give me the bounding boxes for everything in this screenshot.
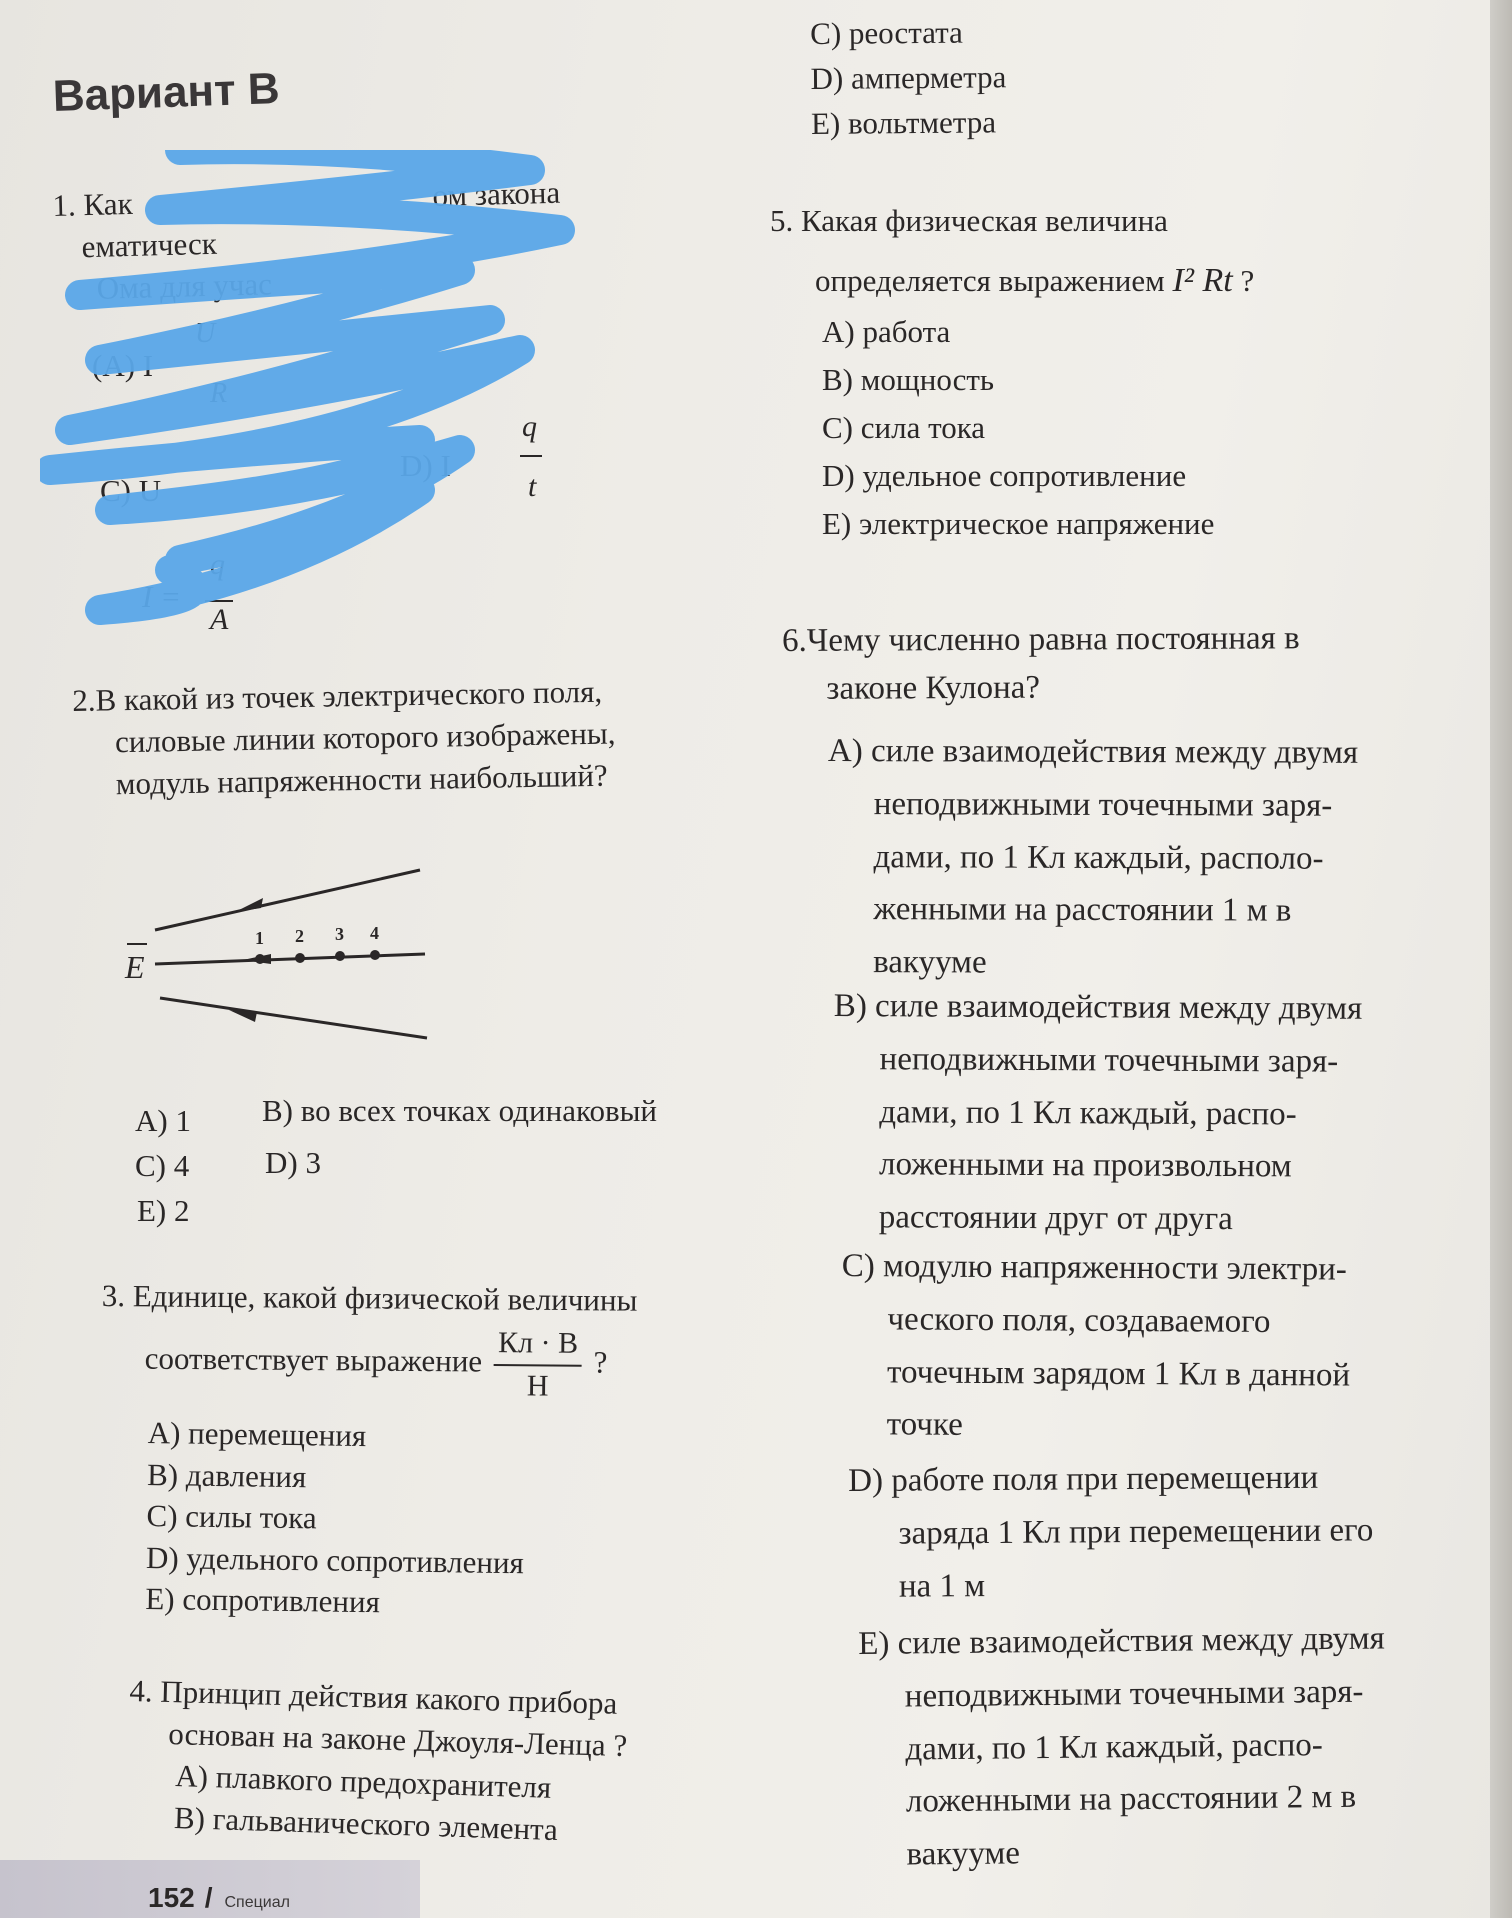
q4-option-c: C) реостата	[810, 14, 963, 51]
question-3	[102, 1275, 638, 1322]
q2-option-e: E) 2	[137, 1193, 190, 1228]
q6-option-a	[827, 725, 1358, 991]
question-6	[782, 615, 1300, 713]
q6-option-c-line-3: точечным зарядом 1 Кл в данной	[886, 1353, 1351, 1394]
point-4-label: 4	[370, 923, 379, 943]
q2-option-c: C) 4	[135, 1148, 190, 1183]
q6-line-1: 6.Чему численно равна постоянная в	[782, 620, 1300, 659]
q6-option-c	[841, 1240, 1351, 1455]
q6-option-b-line-3: дами, по 1 Кл каждый, распо-	[879, 1093, 1297, 1133]
page-edge	[1490, 0, 1512, 1918]
q3-line-1: 3. Единице, какой физической величины	[101, 1277, 638, 1318]
q2-line-3: модуль напряженности наибольший?	[115, 757, 608, 801]
point-3-dot	[335, 951, 345, 961]
q2-line-1: 2.В какой из точек электрического поля,	[72, 673, 603, 718]
field-line-middle	[155, 954, 425, 964]
q4-option-e: E) вольтметра	[810, 104, 997, 141]
q6-option-a-line-4: женными на расстоянии 1 м в	[873, 891, 1292, 930]
q1-frac-t: t	[528, 470, 537, 503]
q6-line-2: законе Кулона?	[826, 669, 1041, 707]
footer	[148, 1882, 290, 1914]
q4-option-d: D) амперметра	[810, 59, 1007, 96]
q6-option-d-line-2: заряда 1 Кл при перемещении его	[898, 1512, 1374, 1552]
q4-line-2: основан на законе Джоуля-Ленца ?	[167, 1715, 628, 1763]
question-4	[128, 1670, 629, 1767]
q3-option-e: E) сопротивления	[145, 1581, 381, 1620]
q6-option-b-line-4: ложенными на произвольном	[878, 1146, 1292, 1185]
q2-line-2: силовые линии которого изображены,	[114, 715, 616, 760]
q1-option-a-label: (A) I	[92, 348, 154, 383]
q6-option-d-line-1: D) работе поля при перемещении	[848, 1459, 1319, 1499]
q6-option-a-line-2: неподвижными точечными заря-	[873, 785, 1333, 824]
q6-option-b-line-1: B) силе взаимодействия между двумя	[833, 987, 1363, 1027]
q4-options-left	[173, 1755, 559, 1850]
q4-line-1: 4. Принцип действия какого прибора	[129, 1672, 618, 1721]
question-2	[72, 671, 617, 806]
q1-frac-a: A	[210, 603, 229, 636]
q2-option-a: A) 1	[135, 1103, 191, 1138]
q3-line-2: соответствует выражение	[144, 1340, 483, 1379]
q1-line-2: ематическ	[81, 225, 218, 265]
q5-qmark: ?	[1240, 263, 1255, 298]
q5-option-d: D) удельное сопротивление	[822, 458, 1187, 494]
q6-option-b	[833, 980, 1363, 1247]
point-1-label: 1	[255, 928, 264, 948]
field-lines-diagram	[115, 860, 445, 1050]
point-2-label: 2	[295, 926, 304, 946]
q6-option-e-line-4: ложенными на расстоянии 2 м в	[905, 1779, 1357, 1820]
q6-option-a-line-1: A) силе взаимодействия между двумя	[827, 732, 1359, 771]
q3-frac-den: Н	[526, 1368, 549, 1403]
q3-fraction	[494, 1323, 583, 1407]
q5-line-1: 5. Какая физическая величина	[770, 203, 1168, 238]
q4-option-a: A) плавкого предохранителя	[174, 1757, 552, 1805]
q2-option-b: B) во всех точках одинаковый	[262, 1093, 658, 1128]
field-line-top	[155, 870, 420, 930]
q3-line-2-wrap	[144, 1320, 607, 1407]
q1-line-1-suffix: ом закона	[432, 174, 561, 214]
point-3-label: 3	[335, 924, 344, 944]
q1-frac-r: R	[210, 378, 228, 409]
q1-option-d-label: D) I	[400, 448, 451, 483]
q6-option-d	[848, 1451, 1374, 1613]
footer-separator: /	[204, 1882, 213, 1913]
q3-option-d: D) удельного сопротивления	[145, 1539, 525, 1580]
q6-option-c-line-1: C) модулю напряженности электри-	[841, 1247, 1347, 1288]
q5-line-2: определяется выражением	[815, 263, 1165, 298]
point-4-dot	[370, 950, 380, 960]
q3-qmark: ?	[593, 1344, 608, 1380]
q1-frac-u: U	[195, 318, 216, 349]
q5-option-b: B) мощность	[822, 362, 995, 398]
q1-line-3: Ома для учас	[96, 265, 273, 306]
field-line-bottom	[160, 998, 427, 1038]
q5-option-c: C) сила тока	[822, 410, 986, 446]
q6-option-e-line-5: вакууме	[906, 1835, 1021, 1873]
q6-option-e-line-3: дами, по 1 Кл каждый, распо-	[905, 1726, 1323, 1768]
q1-frac-q: q	[522, 410, 537, 443]
point-2-dot	[295, 953, 305, 963]
q5-formula: I² Rt	[1172, 262, 1233, 299]
q6-option-a-line-3: дами, по 1 Кл каждый, располо-	[873, 838, 1324, 877]
q6-option-e-line-2: неподвижными точечными заря-	[904, 1673, 1364, 1715]
q1-option-e-label: I =	[142, 579, 181, 614]
q6-option-b-line-5: расстоянии друг от друга	[878, 1199, 1233, 1238]
page-number: 152	[148, 1882, 195, 1913]
q3-frac-num: Кл · В	[494, 1323, 582, 1366]
q6-option-a-line-5: вакууме	[873, 944, 987, 981]
q4-option-b: B) гальванического элемента	[173, 1799, 559, 1847]
q6-option-c-line-4: точке	[886, 1406, 963, 1444]
q5-options	[822, 308, 1214, 548]
q3-option-a: A) перемещения	[147, 1414, 367, 1454]
q1-option-c-label: C) U	[100, 473, 162, 508]
q4-options-right	[810, 10, 1007, 147]
q3-options	[145, 1412, 526, 1625]
q5-line-2-wrap	[815, 258, 1254, 304]
q6-option-c-line-2: ческого поля, создаваемого	[887, 1301, 1271, 1340]
footer-text: Специал	[224, 1894, 290, 1911]
q6-option-e	[858, 1612, 1387, 1881]
variant-title: Вариант В	[52, 64, 281, 121]
q1-frac-q2: q	[210, 548, 225, 581]
field-e-label: E	[125, 949, 145, 985]
question-5	[770, 200, 1168, 242]
q5-option-e: E) электрическое напряжение	[822, 506, 1215, 542]
q6-option-e-line-1: E) силе взаимодействия между двумя	[858, 1620, 1385, 1662]
q2-option-d: D) 3	[265, 1145, 321, 1180]
q3-option-c: C) силы тока	[146, 1498, 317, 1536]
q3-option-b: B) давления	[146, 1456, 307, 1494]
q5-option-a: A) работа	[822, 314, 951, 349]
q1-line-1-prefix: 1. Как	[52, 185, 134, 223]
point-1-dot	[255, 954, 265, 964]
arrow-bottom	[229, 1010, 257, 1022]
q6-option-d-line-3: на 1 м	[898, 1567, 986, 1605]
q6-option-b-line-2: неподвижными точечными заря-	[879, 1041, 1339, 1080]
scribble-overlay	[40, 150, 600, 640]
